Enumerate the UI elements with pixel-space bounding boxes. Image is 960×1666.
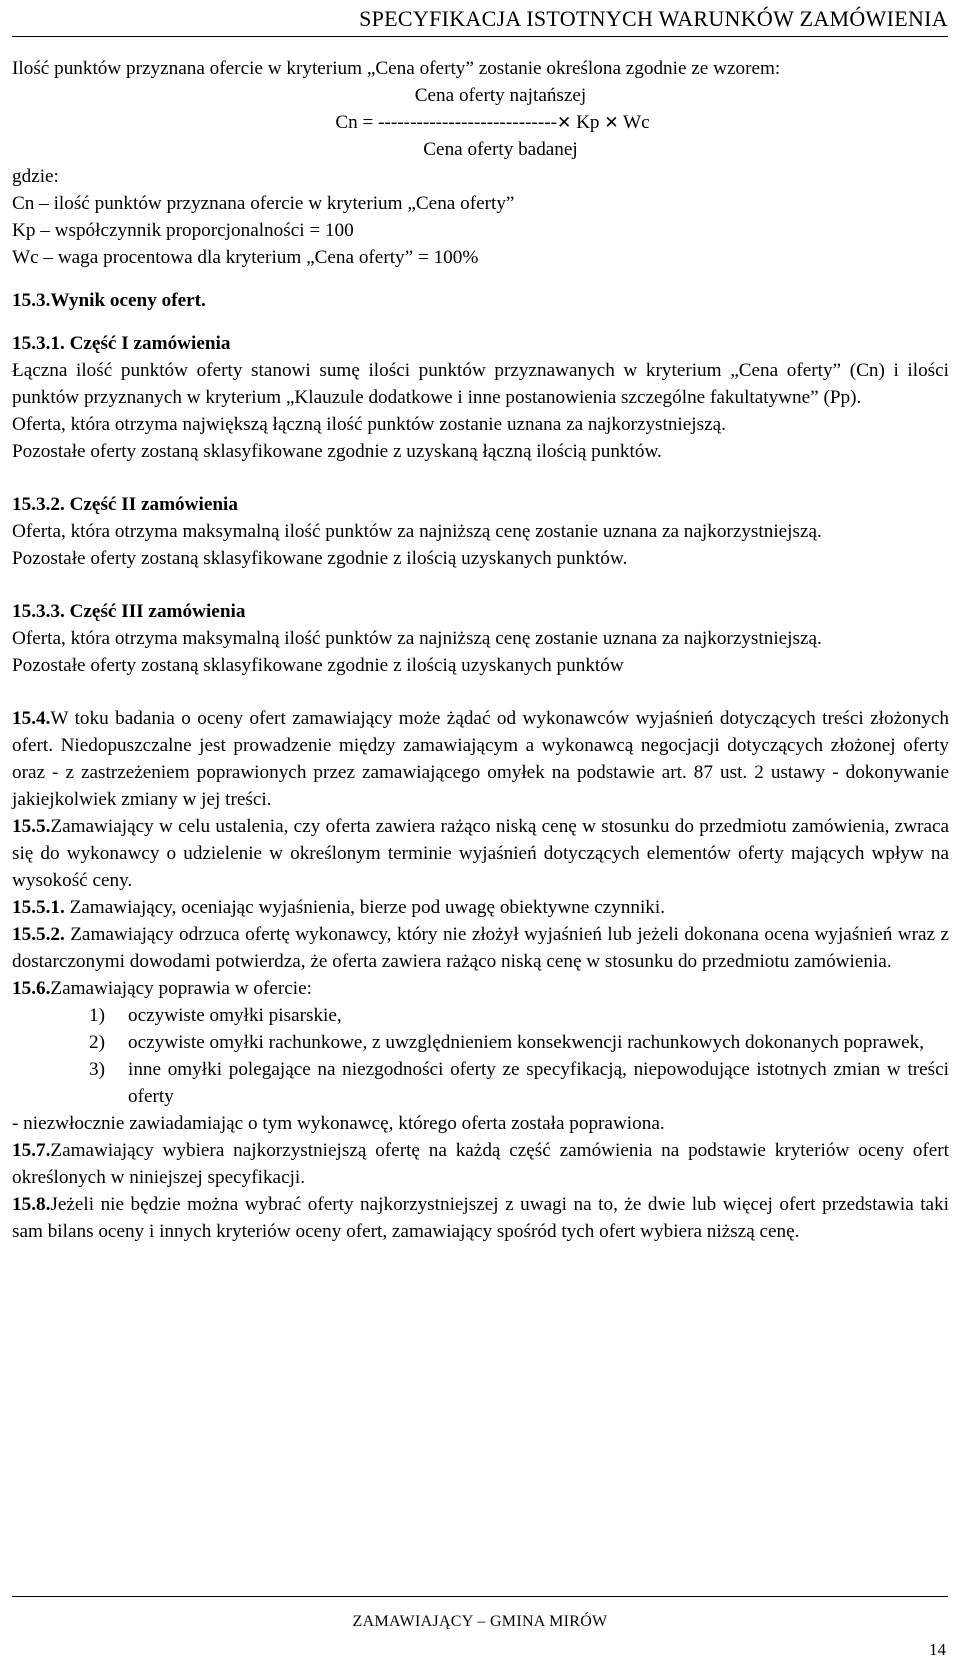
section-15-6 (12, 975, 949, 1002)
section-text: W toku badania o oceny ofert zamawiający może żądać od wykonawców wyjaśnień dotyczących treści złożonych ofert. Niedopuszczalne jest prowadzenie między zamawiającym a wykonawcą negocjacji dotyczących złożonej oferty oraz - z zastrzeżeniem poprawionych przez zamawiającego omyłek na podstawie art. 87 ust. 2 ustawy - dokonywanie jakiejkolwiek zmiany w jej treści. (12, 708, 949, 810)
section-15-5-2 (12, 921, 949, 975)
section-15-3-2-heading: 15.3.2. Część II zamówienia (12, 494, 238, 515)
list-item-number: 1) (89, 1005, 105, 1026)
header-title: SPECYFIKACJA ISTOTNYCH WARUNKÓW ZAMÓWIENIA (359, 6, 948, 31)
section-number: 15.5. (12, 816, 51, 837)
list-item-text: oczywiste omyłki pisarskie, (128, 1005, 342, 1026)
section-15-8 (12, 1191, 949, 1245)
section-15-4 (12, 705, 949, 813)
price-formula (12, 82, 949, 163)
section-15-3-heading: 15.3.Wynik oceny ofert. (12, 290, 206, 311)
section-text: Zamawiający poprawia w ofercie: (50, 978, 312, 999)
section-15-3-1-p3: Pozostałe oferty zostaną sklasyfikowane zgodnie z uzyskaną łączną ilością punktów. (12, 441, 662, 462)
section-15-5-1 (12, 894, 949, 921)
list-item (12, 1002, 949, 1029)
list-item-number: 2) (89, 1032, 105, 1053)
section-text: Zamawiający w celu ustalenia, czy oferta zawiera rażąco niską cenę w stosunku do przedmiotu zamówienia, zwraca się do wykonawcy o udzielenie w określonym terminie wyjaśnień dotyczących elementów oferty mających wpływ na wysokość ceny. (12, 816, 949, 891)
correction-list (12, 1002, 949, 1110)
section-text: Zamawiający wybiera najkorzystniejszą ofertę na każdą część zamówienia na podstawie kryteriów oceny ofert określonych w niniejszej specyfikacji. (12, 1140, 949, 1188)
page-number: 14 (929, 1640, 946, 1659)
section-15-7 (12, 1137, 949, 1191)
legend-item-cn: Cn – ilość punktów przyznana ofercie w kryterium „Cena oferty” (12, 193, 515, 214)
list-item-text: oczywiste omyłki rachunkowe, z uwzględnieniem konsekwencji rachunkowych dokonanych poprawek, (128, 1032, 925, 1053)
formula-lhs: Cn = ---------------------------- (335, 112, 558, 133)
section-text: Zamawiający odrzuca ofertę wykonawcy, który nie złożył wyjaśnień lub jeżeli dokonana ocena wyjaśnień wraz z dostarczonymi dowodami potwierdza, że oferta zawiera rażąco niską cenę w stosunku do przedmiotu zamówienia. (12, 924, 949, 972)
document-body (12, 55, 949, 1245)
page-header (0, 0, 960, 42)
header-divider (12, 36, 948, 37)
section-number: 15.6. (12, 978, 51, 999)
section-text: Zamawiający, oceniając wyjaśnienia, bierze pod uwagę obiektywne czynniki. (64, 897, 666, 918)
section-15-3-3-heading: 15.3.3. Część III zamówienia (12, 601, 246, 622)
legend-item-wc: Wc – waga procentowa dla kryterium „Cena oferty” = 100% (12, 247, 479, 268)
list-item (12, 1056, 949, 1110)
legend-label: gdzie: (12, 166, 59, 187)
footer-text: ZAMAWIAJĄCY – GMINA MIRÓW (352, 1613, 608, 1630)
section-15-3-3-p1: Oferta, która otrzyma maksymalną ilość punktów za najniższą cenę zostanie uznana za najkorzystniejszą. (12, 628, 822, 649)
section-text: Jeżeli nie będzie można wybrać oferty najkorzystniejszej z uwagi na to, że dwie lub więcej ofert przedstawia taki sam bilans oceny i innych kryteriów oceny ofert, zamawiający spośród tych ofert wybiera niższą cenę. (12, 1194, 949, 1242)
section-15-5 (12, 813, 949, 894)
formula-kp: Kp (576, 112, 600, 133)
list-item (12, 1029, 949, 1056)
list-item-text: inne omyłki polegające na niezgodności oferty ze specyfikacją, niepowodujące istotnych zmian w treści oferty (128, 1059, 949, 1107)
section-15-3-2-p1: Oferta, która otrzyma maksymalną ilość punktów za najniższą cenę zostanie uznana za najkorzystniejszą. (12, 521, 822, 542)
section-15-6-after: - niezwłocznie zawiadamiając o tym wykonawcę, którego oferta została poprawiona. (12, 1113, 665, 1134)
legend-item-kp: Kp – współczynnik proporcjonalności = 100 (12, 220, 354, 241)
section-15-3-3-p2: Pozostałe oferty zostaną sklasyfikowane zgodnie z ilością uzyskanych punktów (12, 655, 624, 676)
section-number: 15.4. (12, 708, 51, 729)
section-15-3-1-p2: Oferta, która otrzyma największą łączną ilość punktów zostanie uznana za najkorzystniejszą. (12, 414, 726, 435)
section-15-3-1-p1: Łączna ilość punktów oferty stanowi sumę ilości punktów przyznawanych w kryterium „Cena oferty” (Cn) i ilości punktów przyznanych w kryterium „Klauzule dodatkowe i inne postanowienia szczególne fakultatywne” (Pp). (12, 360, 949, 408)
section-number: 15.7. (12, 1140, 51, 1161)
formula-numerator: Cena oferty najtańszej (414, 85, 587, 106)
section-15-3-1-heading: 15.3.1. Część I zamówienia (12, 333, 231, 354)
formula-main-line (12, 109, 949, 136)
list-item-number: 3) (89, 1059, 105, 1080)
formula-denominator: Cena oferty badanej (423, 139, 578, 160)
intro-paragraph: Ilość punktów przyznana ofercie w kryterium „Cena oferty” zostanie określona zgodnie ze wzorem: (12, 58, 781, 79)
formula-wc: Wc (623, 112, 650, 133)
multiply-icon: ✕ (604, 113, 619, 132)
footer-divider (12, 1596, 948, 1597)
section-number: 15.5.2. (12, 924, 65, 945)
section-15-3-2-p2: Pozostałe oferty zostaną sklasyfikowane zgodnie z ilością uzyskanych punktów. (12, 548, 628, 569)
multiply-icon: ✕ (557, 113, 572, 132)
section-number: 15.8. (12, 1194, 51, 1215)
section-number: 15.5.1. (12, 897, 65, 918)
